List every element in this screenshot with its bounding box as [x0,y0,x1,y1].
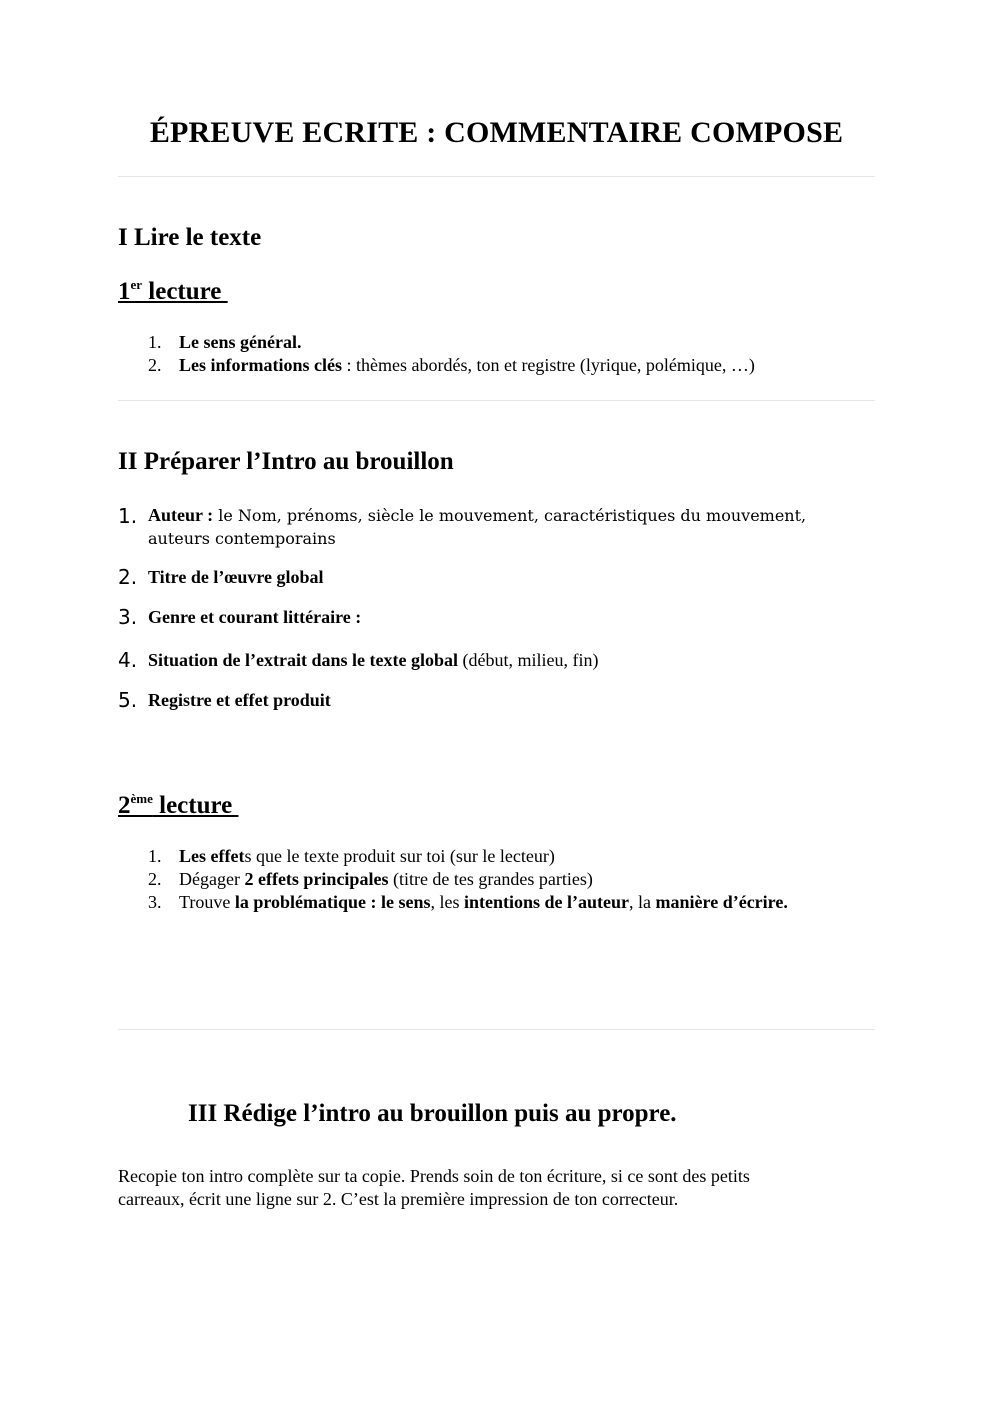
list-item [118,331,755,354]
list-item [118,891,788,914]
list-number: 4. [118,648,138,672]
reading-list-1 [118,331,755,377]
list-item-bold: Genre et courant littéraire : [148,607,362,627]
lecture-number: 2 [118,792,131,819]
list-item-content [148,650,838,671]
instructions-paragraph [118,1165,838,1211]
list-item-text: Trouve [179,892,235,912]
list-item-content [148,690,838,711]
section-heading-1: I Lire le texte [118,224,262,251]
list-item [118,868,788,891]
list-item-bold: intentions de l’auteur [464,892,630,912]
list-item-bold: Les effet [179,846,245,866]
page-title: ÉPREUVE ECRITE : COMMENTAIRE COMPOSE [149,116,844,149]
lecture-label: lecture [142,278,228,305]
list-item-content [148,607,838,628]
list-number: 3. [118,605,138,629]
paragraph-line: carreaux, écrit une ligne sur 2. C’est la première impression de ton correcteur. [118,1189,679,1209]
list-item [118,845,788,868]
list-number: 5. [118,688,138,712]
lecture-ordinal: ème [130,790,153,806]
list-item-text: : thèmes abordés, ton et registre (lyrique, polémique, …) [341,355,755,375]
lecture-label: lecture [152,792,239,819]
list-item-bold: Le sens général. [179,332,302,352]
list-item-text: , les [430,892,465,912]
list-item [118,354,755,377]
section-heading-3: III Rédige l’intro au brouillon puis au propre. [188,1100,677,1127]
list-item-bold: la problématique : le sens [234,892,431,912]
list-number: 2. [148,869,162,889]
list-item-text: , la [629,892,656,912]
intro-item [118,688,838,714]
list-item-content [148,567,838,588]
paragraph-line: Recopie ton intro complète sur ta copie. Prends soin de ton écriture, si ce sont des petits [118,1166,750,1186]
divider [118,400,875,401]
intro-item [118,565,838,591]
divider [118,176,875,177]
list-number: 1. [148,846,162,866]
list-number: 2. [148,355,162,375]
list-item-content [148,504,838,550]
list-number: 3. [148,892,162,912]
list-item-bold: Auteur : [148,505,214,525]
second-reading-heading [118,792,238,820]
list-item-text: le Nom, prénoms, siècle le mouvement, caractéristiques du mouvement, auteurs contemporains [148,506,807,548]
list-item-text: (début, milieu, fin) [457,650,599,670]
intro-item [118,504,838,552]
intro-item [118,605,838,631]
list-item-bold: Les informations clés [179,355,342,375]
intro-item [118,648,838,674]
lecture-number: 1 [118,278,131,305]
section-heading-2: II Préparer l’Intro au brouillon [118,448,454,475]
list-number: 1. [118,504,138,528]
list-item-text: Dégager [179,869,245,889]
list-item-bold: Registre et effet produit [148,690,331,710]
list-item-text: s que le texte produit sur toi (sur le lecteur) [244,846,555,866]
list-item-text: (titre de tes grandes parties) [388,869,593,889]
list-item-bold: Situation de l’extrait dans le texte global [148,650,458,670]
list-item-bold: manière d’écrire. [655,892,788,912]
first-reading-heading [118,278,228,306]
divider [118,1029,875,1030]
reading-list-2 [118,845,788,914]
list-number: 2. [118,565,138,589]
list-item-bold: Titre de l’œuvre global [148,567,324,587]
lecture-ordinal: er [130,276,143,292]
list-item-bold: 2 effets principales [244,869,389,889]
list-number: 1. [148,332,162,352]
